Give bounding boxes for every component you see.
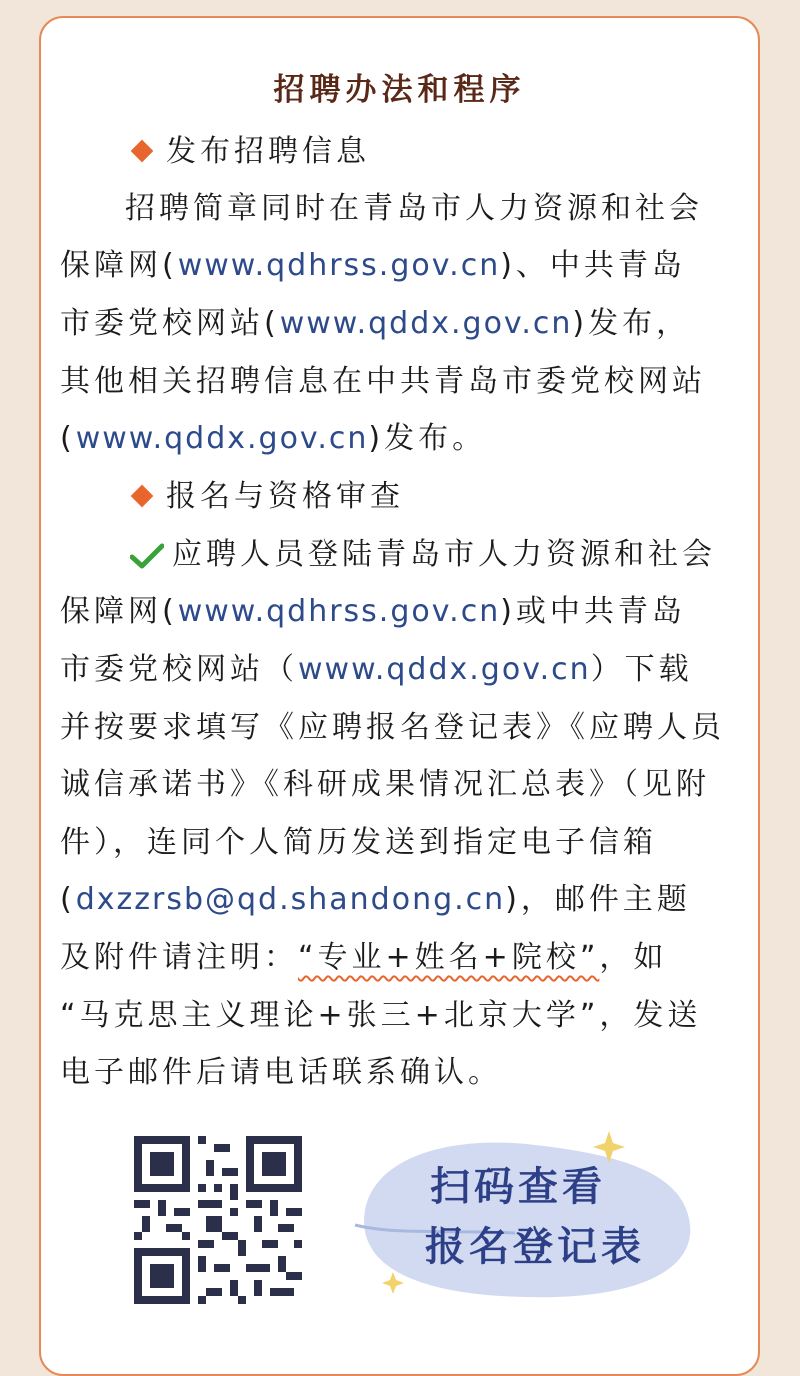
section1-line5: (www.qddx.gov.cn)发布。: [60, 421, 487, 456]
section2-line9: “马克思主义理论+张三+北京大学”，发送: [60, 998, 702, 1033]
section2-line5: 诚信承诺书》《科研成果情况汇总表》（见附: [60, 767, 710, 802]
page-title: 招聘办法和程序: [266, 64, 534, 109]
title-wrap: [41, 64, 758, 109]
section2-line4: 并按要求填写《应聘报名登记表》《应聘人员: [60, 710, 725, 745]
section2-line3: 市委党校网站（www.qddx.gov.cn）下载: [60, 652, 693, 687]
qddx-link[interactable]: www.qddx.gov.cn: [279, 306, 573, 341]
section2-line7: (dxzzrsb@qd.shandong.cn)，邮件主题: [60, 882, 691, 917]
section1-line3: 市委党校网站(www.qddx.gov.cn)发布，: [60, 306, 691, 341]
sparkle-icon: [382, 1272, 404, 1294]
section2-heading: 报名与资格审查: [130, 469, 404, 525]
section2-line6: 件），连同个人简历发送到指定电子信箱: [60, 825, 657, 860]
qr-code[interactable]: [134, 1136, 302, 1304]
section2-line1: 应聘人员登陆青岛市人力资源和社会: [130, 527, 716, 583]
qdhrss-link-2[interactable]: www.qdhrss.gov.cn: [177, 594, 501, 629]
scan-label: [335, 1115, 705, 1315]
section2-line8: 及附件请注明：“专业+姓名+院校”，如: [60, 940, 668, 975]
qddx-link-2[interactable]: www.qddx.gov.cn: [75, 421, 369, 456]
section1-heading: 发布招聘信息: [130, 124, 370, 180]
section1-line2: 保障网(www.qdhrss.gov.cn)、中共青岛: [60, 248, 686, 283]
scan-line2: 报名登记表: [425, 1223, 645, 1270]
section1-line1: 招聘简章同时在青岛市人力资源和社会: [125, 191, 703, 226]
checkmark-icon: [130, 543, 164, 569]
qddx-link-3[interactable]: www.qddx.gov.cn: [298, 652, 591, 687]
diamond-bullet-icon: [131, 139, 154, 162]
diamond-bullet-icon: [131, 484, 154, 507]
subject-format: “专业+姓名+院校”: [298, 940, 600, 975]
section2-line2: 保障网(www.qdhrss.gov.cn)或中共青岛: [60, 594, 686, 629]
email-link[interactable]: dxzzrsb@qd.shandong.cn: [75, 882, 506, 917]
qdhrss-link[interactable]: www.qdhrss.gov.cn: [177, 248, 501, 283]
section1-line4: 其他相关招聘信息在中共青岛市委党校网站: [60, 364, 706, 399]
section2-line10: 电子邮件后请电话联系确认。: [60, 1055, 502, 1090]
scan-line1: 扫码查看: [430, 1163, 606, 1210]
